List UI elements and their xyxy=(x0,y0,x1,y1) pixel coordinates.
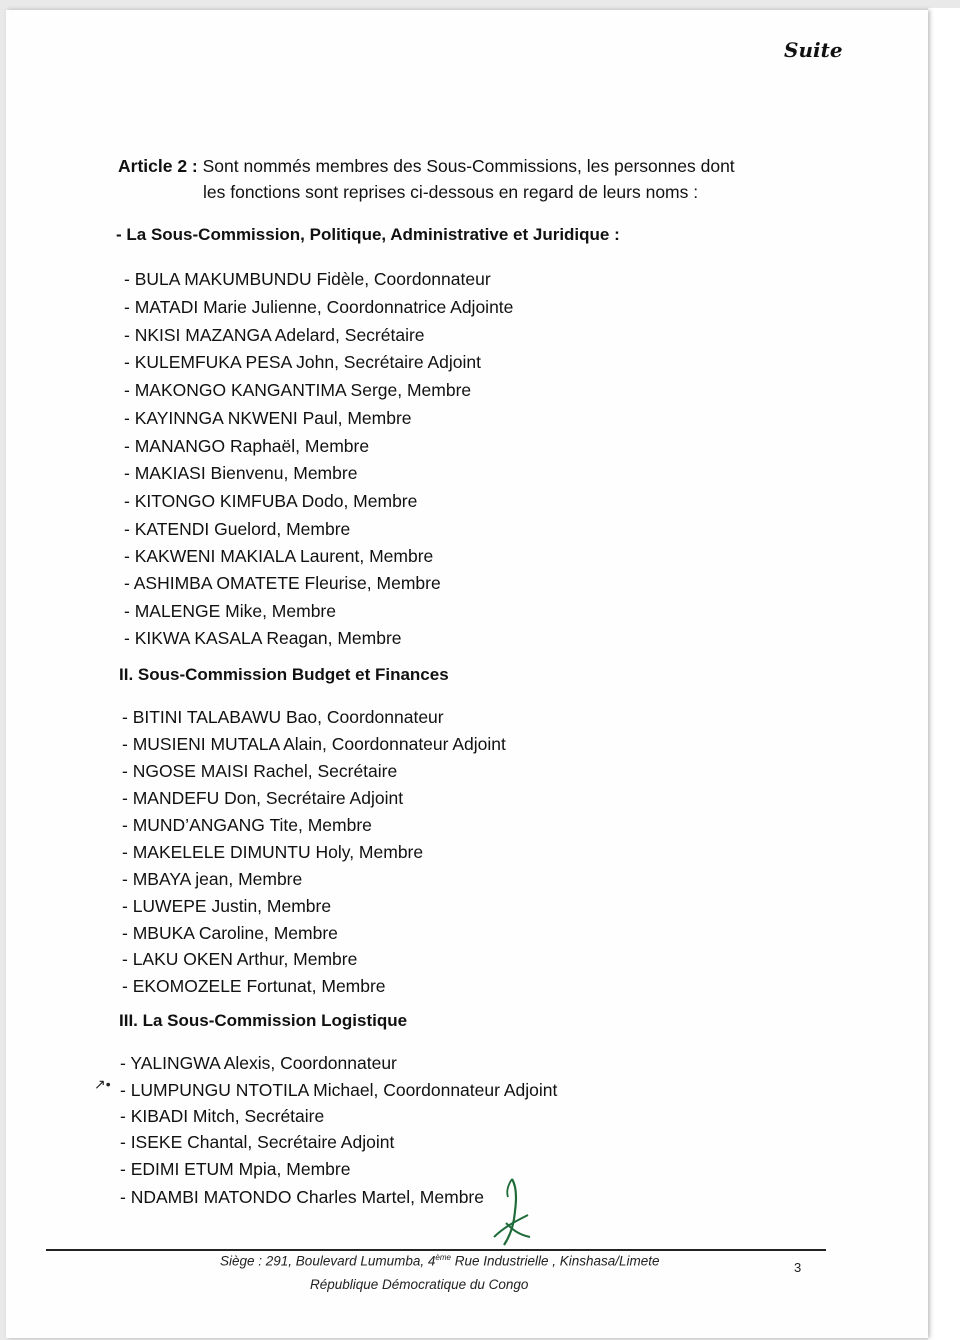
footer-address-post: Rue Industrielle , Kinshasa/Limete xyxy=(450,1253,660,1269)
list-item: - NGOSE MAISI Rachel, Secrétaire xyxy=(122,761,398,781)
list-item: - BULA MAKUMBUNDU Fidèle, Coordonnateur xyxy=(124,269,491,289)
list-item: - LUWEPE Justin, Membre xyxy=(122,896,332,916)
background-edge xyxy=(928,8,960,1340)
section-title-logistique: III. La Sous-Commission Logistique xyxy=(119,1011,408,1030)
list-item: - ASHIMBA OMATETE Fleurise, Membre xyxy=(124,573,441,593)
handwritten-mark-icon: ↗• xyxy=(94,1076,111,1092)
list-item: - KAYINNGA NKWENI Paul, Membre xyxy=(124,408,412,428)
footer-country: République Démocratique du Congo xyxy=(310,1277,529,1292)
section-title-politique: - La Sous-Commission, Politique, Administrative et Juridique : xyxy=(116,225,620,244)
list-item: - MANANGO Raphaël, Membre xyxy=(124,436,370,456)
list-item: - MUND’ANGANG Tite, Membre xyxy=(122,815,372,835)
list-item: - YALINGWA Alexis, Coordonnateur xyxy=(120,1053,397,1073)
page-number: 3 xyxy=(794,1260,802,1275)
list-item: - MBUKA Caroline, Membre xyxy=(122,923,338,943)
article-line-1: Sont nommés membres des Sous-Commissions, les personnes dont xyxy=(202,156,735,176)
list-item: - LAKU OKEN Arthur, Membre xyxy=(122,949,358,969)
article-2-paragraph xyxy=(118,153,735,205)
article-label: Article 2 : xyxy=(118,156,198,176)
list-item: - KATENDI Guelord, Membre xyxy=(124,519,351,539)
list-item: - MATADI Marie Julienne, Coordonnatrice Adjointe xyxy=(124,297,514,317)
list-item: - LUMPUNGU NTOTILA Michael, Coordonnateur Adjoint xyxy=(120,1080,558,1100)
section-title-budget: II. Sous-Commission Budget et Finances xyxy=(119,665,449,684)
footer-address-sup: ème xyxy=(435,1253,451,1262)
signature-icon xyxy=(486,1175,546,1250)
list-item: - KIKWA KASALA Reagan, Membre xyxy=(124,628,402,648)
list-item: - MAKIASI Bienvenu, Membre xyxy=(124,463,358,483)
list-item: - KULEMFUKA PESA John, Secrétaire Adjoint xyxy=(124,352,481,372)
list-item: - MAKONGO KANGANTIMA Serge, Membre xyxy=(124,380,472,400)
list-item: - KAKWENI MAKIALA Laurent, Membre xyxy=(124,546,434,566)
list-item: - BITINI TALABAWU Bao, Coordonnateur xyxy=(122,707,444,727)
list-item: - NKISI MAZANGA Adelard, Secrétaire xyxy=(124,325,425,345)
list-item: - MUSIENI MUTALA Alain, Coordonnateur Adjoint xyxy=(122,734,506,754)
list-item: - NDAMBI MATONDO Charles Martel, Membre xyxy=(120,1187,484,1207)
footer-address-pre: Siège : 291, Boulevard Lumumba, 4 xyxy=(220,1253,436,1269)
list-item: - MBAYA jean, Membre xyxy=(122,869,303,889)
list-item: - MALENGE Mike, Membre xyxy=(124,601,336,621)
list-item: - ISEKE Chantal, Secrétaire Adjoint xyxy=(120,1132,395,1152)
list-item: - MANDEFU Don, Secrétaire Adjoint xyxy=(122,788,404,808)
list-item: - EKOMOZELE Fortunat, Membre xyxy=(122,976,386,996)
suite-mark: Suite xyxy=(784,38,843,62)
article-line-2: les fonctions sont reprises ci-dessous en regard de leurs noms : xyxy=(203,182,699,202)
list-item: - KIBADI Mitch, Secrétaire xyxy=(120,1106,325,1126)
list-item: - MAKELELE DIMUNTU Holy, Membre xyxy=(122,842,424,862)
list-item: - EDIMI ETUM Mpia, Membre xyxy=(120,1159,351,1179)
footer-address xyxy=(220,1253,660,1269)
footer-divider xyxy=(46,1249,826,1251)
document-page xyxy=(6,10,928,1338)
list-item: - KITONGO KIMFUBA Dodo, Membre xyxy=(124,491,418,511)
